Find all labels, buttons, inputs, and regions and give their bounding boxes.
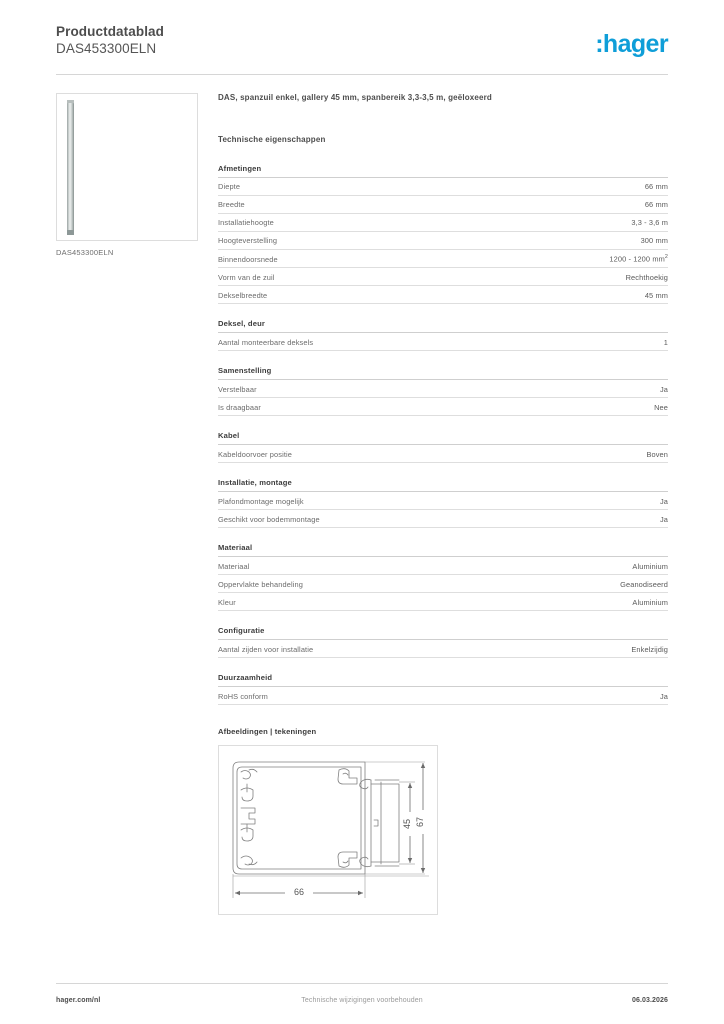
spec-row <box>218 268 668 286</box>
spec-value: Aluminium <box>632 597 668 607</box>
spec-row <box>218 178 668 196</box>
spec-row <box>218 510 668 528</box>
header-title-block <box>56 24 164 57</box>
product-image-frame <box>56 93 198 241</box>
spec-value: 1 <box>663 337 668 347</box>
main-content <box>218 93 668 915</box>
spec-label: Aantal zijden voor installatie <box>218 644 314 654</box>
page-header <box>56 24 668 70</box>
product-figure <box>56 93 198 257</box>
footer-divider <box>56 983 668 984</box>
spec-value: 1200 - 1200 $mm^2$ <box>609 254 668 264</box>
spec-label: Binnendoorsnede <box>218 254 278 264</box>
spec-value: Ja <box>659 691 668 701</box>
spec-label: Plafondmontage mogelijk <box>218 496 304 506</box>
spec-label: RoHS conform <box>218 691 268 701</box>
spec-row <box>218 445 668 463</box>
spec-row <box>218 575 668 593</box>
spec-value: 66 mm <box>644 200 668 210</box>
spec-section-title: Kabel <box>218 431 668 445</box>
spec-row <box>218 286 668 304</box>
hager-logo: :hager <box>595 30 668 58</box>
spec-value: 66 mm <box>644 182 668 192</box>
spec-section <box>218 164 668 304</box>
spec-row <box>218 640 668 658</box>
spec-label: Breedte <box>218 200 245 210</box>
spec-section-title: Materiaal <box>218 543 668 557</box>
spec-label: Is draagbaar <box>218 402 261 412</box>
drawings-heading: Afbeeldingen | tekeningen <box>218 727 317 737</box>
spec-section-title: Afmetingen <box>218 164 668 178</box>
spec-label: Installatiehoogte <box>218 218 274 228</box>
spec-value: Ja <box>659 514 668 524</box>
header-divider <box>56 74 668 75</box>
spec-label: Verstelbaar <box>218 384 257 394</box>
document-type: Productdatablad <box>56 24 165 39</box>
footer-disclaimer: Technische wijzigingen voorbehouden <box>301 997 423 1004</box>
drawing-dim-inner-height: 45 <box>402 819 412 830</box>
product-image-caption: DAS453300ELN <box>56 248 114 257</box>
spec-label: Oppervlakte behandeling <box>218 579 303 589</box>
column-bottom-cap <box>67 230 74 235</box>
spec-value: Boven <box>646 449 668 459</box>
spec-row <box>218 398 668 416</box>
spec-section-title: Installatie, montage <box>218 478 668 492</box>
technical-drawing-frame <box>218 745 438 915</box>
spec-section-title: Configuratie <box>218 626 668 640</box>
spec-row <box>218 250 668 268</box>
technical-properties-heading: Technische eigenschappen <box>218 135 326 144</box>
spec-section-title: Samenstelling <box>218 366 668 380</box>
drawing-dim-width: 66 <box>293 887 305 898</box>
spec-row <box>218 492 668 510</box>
spec-value: Geanodiseerd <box>620 579 668 589</box>
spec-label: Kleur <box>218 597 236 607</box>
spec-section <box>218 478 668 528</box>
product-column-image <box>67 103 74 234</box>
spec-section-title: Deksel, deur <box>218 319 668 333</box>
spec-value: 45 mm <box>644 290 668 300</box>
drawing-dim-outer-height: 67 <box>415 817 425 828</box>
spec-label: Hoogteverstelling <box>218 236 278 246</box>
spec-label: Dekselbreedte <box>218 290 268 300</box>
spec-value: Aluminium <box>632 561 668 571</box>
spec-row <box>218 333 668 351</box>
spec-value: Ja <box>659 384 668 394</box>
spec-value: Nee <box>654 402 668 412</box>
product-description: DAS, spanzuil enkel, gallery 45 mm, spanbereik 3,3-3,5 m, geëloxeerd <box>218 93 492 102</box>
spec-section-title: Duurzaamheid <box>218 673 668 687</box>
document-reference: DAS453300ELN <box>56 41 157 56</box>
spec-value: 300 mm <box>640 236 668 246</box>
spec-row <box>218 687 668 705</box>
spec-section <box>218 543 668 611</box>
spec-row <box>218 196 668 214</box>
footer-date: 06.03.2026 <box>631 997 668 1004</box>
spec-value: Ja <box>659 496 668 506</box>
profile-cross-section-drawing <box>219 746 437 914</box>
spec-label: Kabeldoorvoer positie <box>218 449 293 459</box>
spec-value: Rechthoekig <box>625 272 668 282</box>
page-footer <box>56 997 668 1011</box>
spec-section <box>218 673 668 705</box>
spec-value: 3,3 - 3,6 m <box>631 218 668 228</box>
spec-label: Aantal monteerbare deksels <box>218 337 314 347</box>
spec-value: Enkelzijdig <box>631 644 668 654</box>
spec-section <box>218 626 668 658</box>
spec-label: Materiaal <box>218 561 250 571</box>
spec-section <box>218 319 668 351</box>
spec-label: Vorm van de zuil <box>218 272 275 282</box>
spec-row <box>218 214 668 232</box>
footer-website[interactable]: hager.com/nl <box>56 997 101 1004</box>
spec-section <box>218 366 668 416</box>
spec-section <box>218 431 668 463</box>
spec-row <box>218 232 668 250</box>
spec-label: Geschikt voor bodemmontage <box>218 514 320 524</box>
spec-row <box>218 380 668 398</box>
spec-row <box>218 593 668 611</box>
spec-sections <box>218 164 668 705</box>
spec-row <box>218 557 668 575</box>
spec-label: Diepte <box>218 182 241 192</box>
